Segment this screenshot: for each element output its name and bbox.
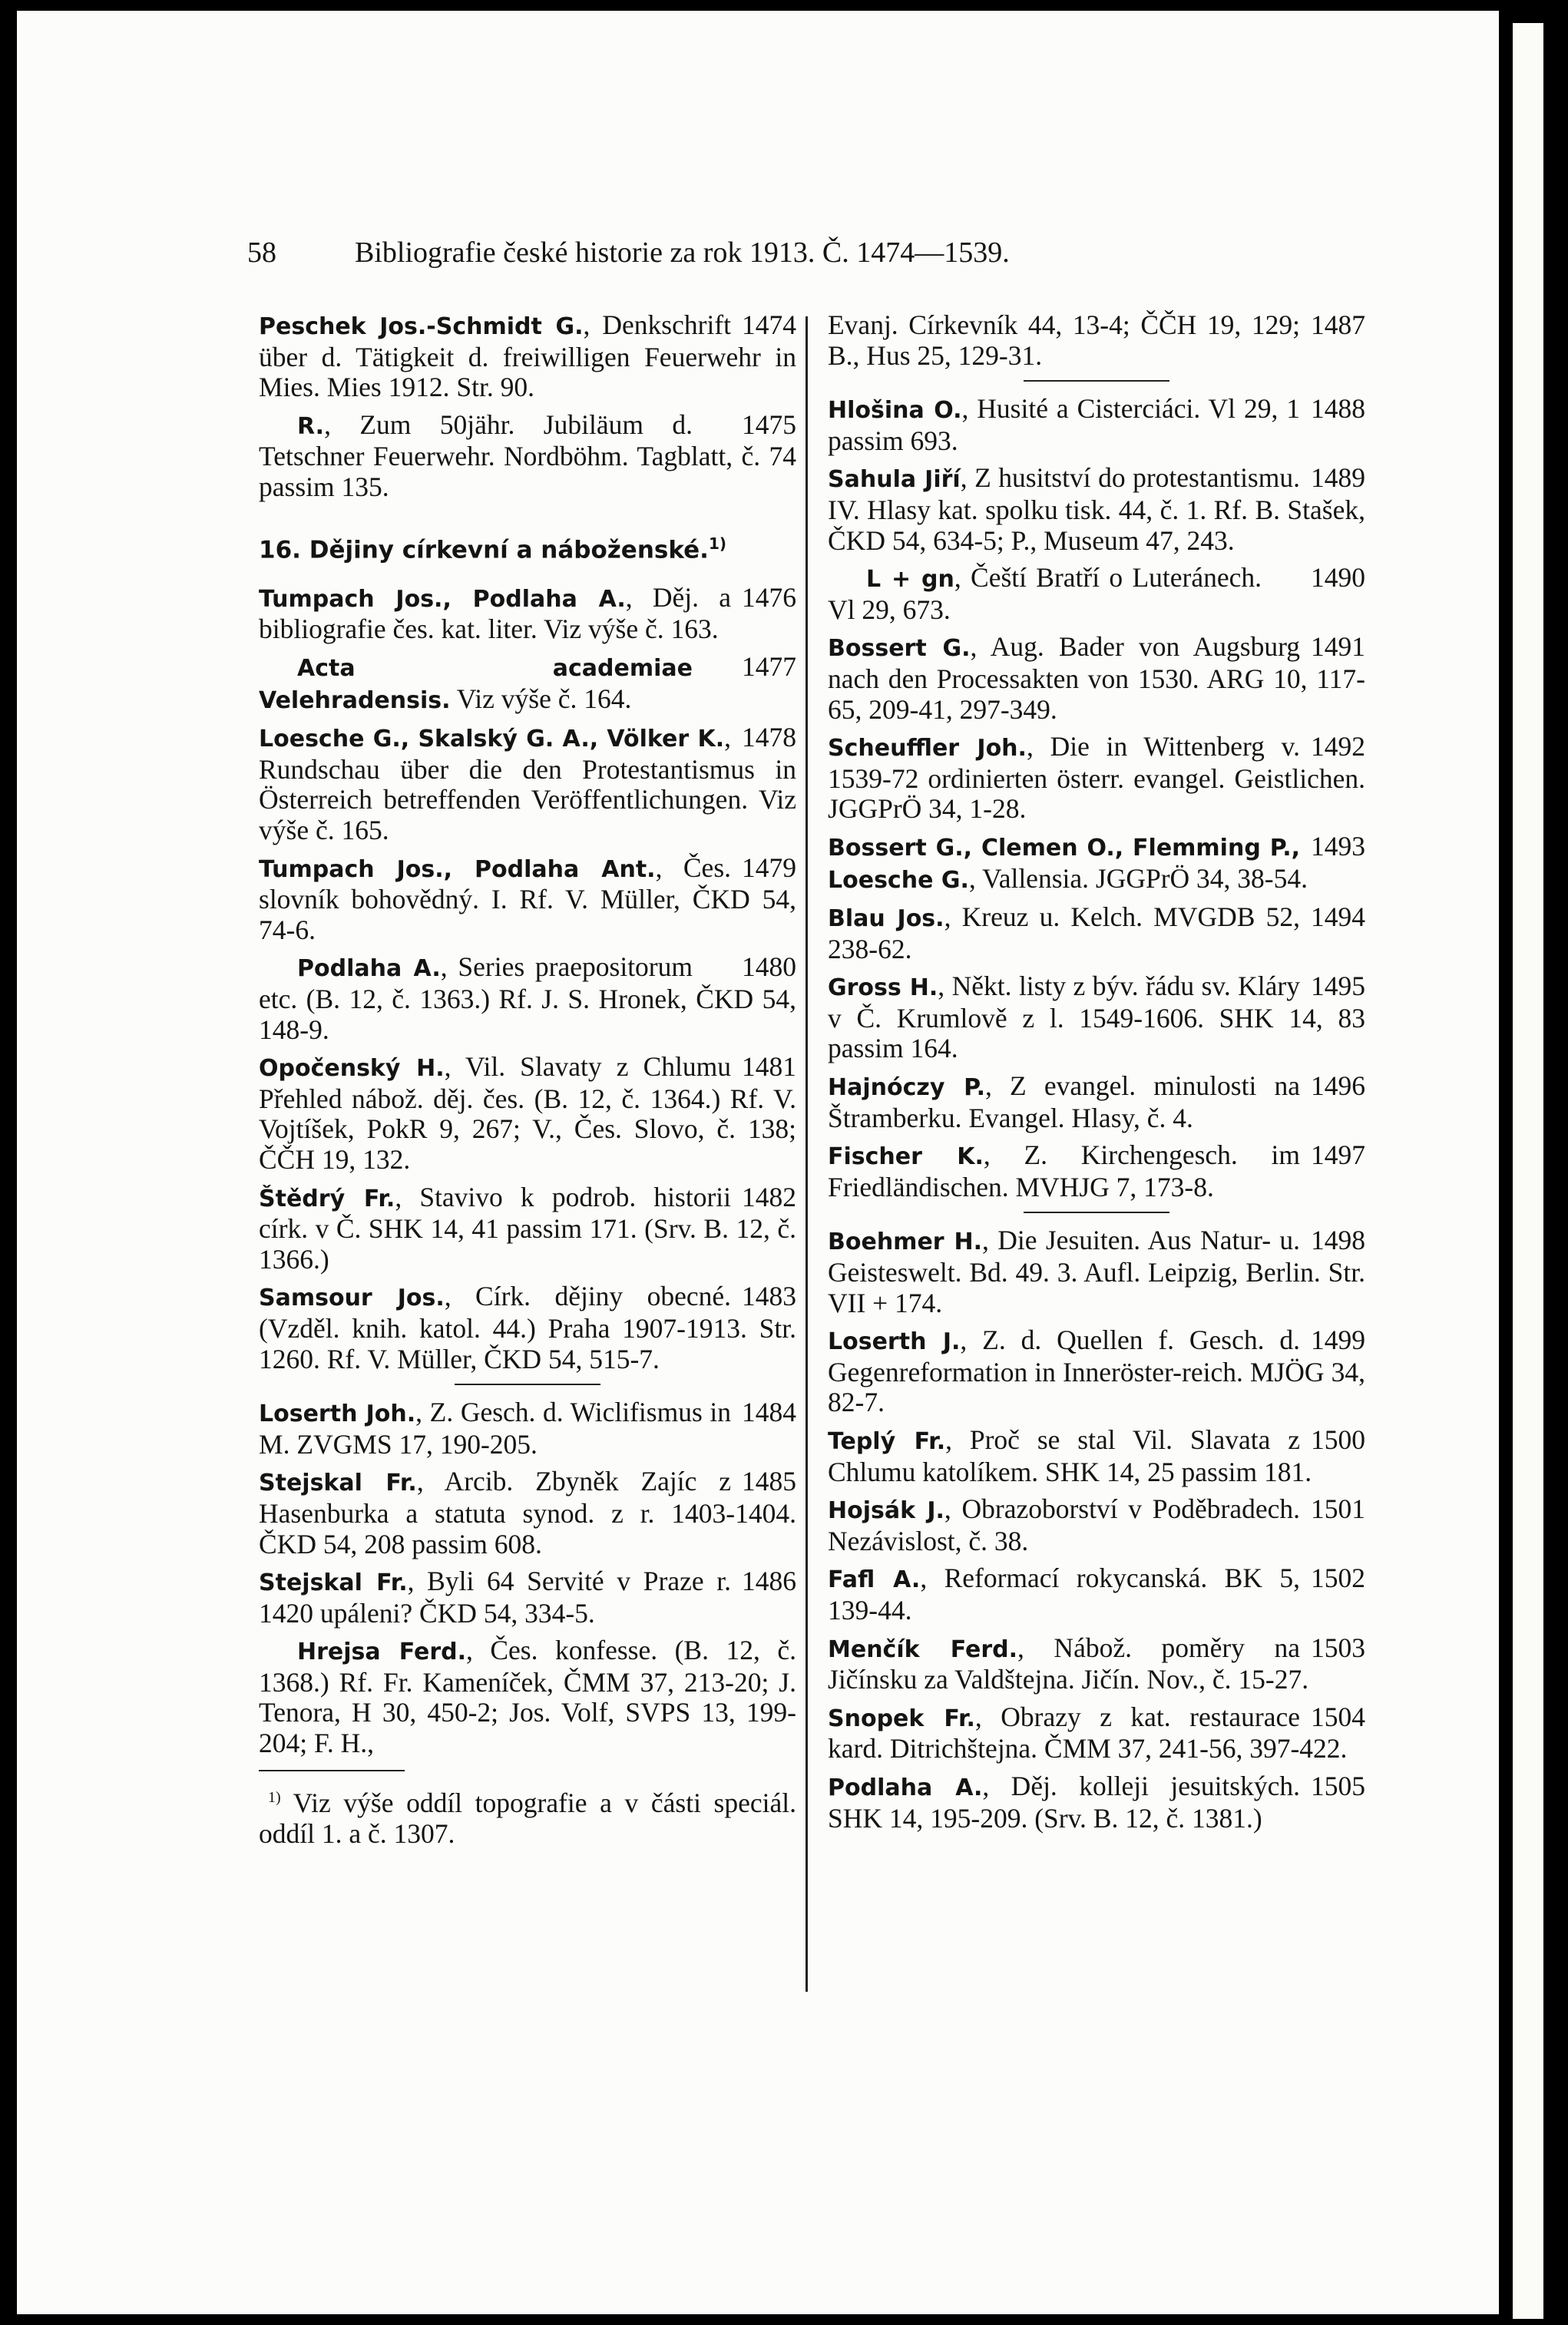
bib-entry bbox=[259, 583, 796, 645]
footnote bbox=[259, 1782, 796, 1849]
entry-number: 1500 bbox=[1311, 1424, 1365, 1455]
entry-text: , Stavivo k podrob. historii círk. v Č. SHK 14, 41 passim 171. (Srv. B. 12, č. 1366.) bbox=[259, 1181, 796, 1275]
entry-author: Loesche G., Skalský G. A., Völker K. bbox=[259, 726, 725, 753]
entry-author: Hrejsa Ferd. bbox=[297, 1639, 466, 1666]
scan-edge-strip bbox=[1513, 23, 1543, 2319]
entry-text: , Z husitství do protestantismu. IV. Hlasy kat. spolku tisk. 44, č. 1. Rf. B. Stašek, ČKD 54, 634-5; P., Museum 47, 243. bbox=[828, 462, 1365, 556]
bib-entry bbox=[259, 1182, 796, 1275]
right-column bbox=[828, 310, 1365, 1840]
entry-text: , Rundschau über die den Protestantismus in Österreich betreffenden Veröffentlichungen. Viz výše č. 165. bbox=[259, 722, 796, 846]
bib-entry bbox=[828, 1563, 1365, 1626]
entry-author: Loserth J. bbox=[828, 1328, 961, 1356]
entry-number: 1492 bbox=[1311, 731, 1365, 762]
bib-entry bbox=[828, 902, 1365, 964]
bib-entry bbox=[259, 952, 796, 1045]
entry-text: , Reformací rokycanská. BK 5, 139-44. bbox=[828, 1563, 1300, 1626]
entry-number: 1490 bbox=[1311, 562, 1365, 594]
entry-text: , Z. Kirchengesch. im Friedländischen. MVHJG 7, 173-8. bbox=[828, 1139, 1300, 1202]
entry-author: Acta academiae Velehradensis. bbox=[259, 655, 693, 714]
entry-text: , Aug. Bader von Augsburg nach den Processakten von 1530. ARG 10, 117-65, 209-41, 297-349. bbox=[828, 631, 1365, 725]
entry-number: 1485 bbox=[742, 1466, 796, 1497]
bib-entry bbox=[828, 1325, 1365, 1418]
entry-number: 1498 bbox=[1311, 1225, 1365, 1256]
entry-number: 1496 bbox=[1311, 1070, 1365, 1102]
entry-author: Fafl A. bbox=[828, 1566, 921, 1594]
bib-entry bbox=[828, 1225, 1365, 1318]
entry-number: 1494 bbox=[1311, 901, 1365, 933]
entry-author: Samsour Jos. bbox=[259, 1285, 445, 1312]
entry-number: 1480 bbox=[742, 951, 796, 983]
bib-entry bbox=[259, 410, 796, 503]
bib-entry bbox=[828, 563, 1365, 625]
left-column bbox=[259, 310, 796, 1849]
separator-rule bbox=[1024, 380, 1169, 382]
entry-text: , Byli 64 Servité v Praze r. 1420 upáleni? ČKD 54, 334-5. bbox=[259, 1566, 731, 1629]
entry-author: Snopek Fr. bbox=[828, 1705, 975, 1732]
entry-number: 1499 bbox=[1311, 1325, 1365, 1356]
entry-number: 1482 bbox=[742, 1181, 796, 1212]
entry-text: , Zum 50jähr. Jubiläum d. Tetschner Feuerwehr. Nordböhm. Tagblatt, č. 74 passim 135. bbox=[259, 408, 796, 502]
entry-text: , Proč se stal Vil. Slavata z Chlumu katolíkem. SHK 14, 25 passim 181. bbox=[828, 1424, 1312, 1487]
entry-number: 1497 bbox=[1311, 1139, 1365, 1171]
entry-number: 1504 bbox=[1311, 1701, 1365, 1732]
page-number: 58 bbox=[247, 236, 276, 269]
entry-author: Blau Jos. bbox=[828, 905, 944, 933]
bib-entry bbox=[828, 971, 1365, 1064]
bib-entry bbox=[828, 463, 1365, 556]
section-heading bbox=[259, 528, 796, 566]
entry-number: 1478 bbox=[742, 722, 796, 753]
entry-number: 1503 bbox=[1311, 1632, 1365, 1663]
entry-author: Hojsák J. bbox=[828, 1497, 944, 1525]
entry-author: L + gn bbox=[866, 566, 954, 594]
bib-entry bbox=[828, 1425, 1365, 1487]
entry-text: , Vil. Slavaty z Chlumu Přehled nábož. děj. čes. (B. 12, č. 1364.) Rf. V. Vojtíšek, PokR 9, 267; V., Čes. Slovo, č. 138; ČČH 19, 132. bbox=[259, 1051, 796, 1175]
column-divider bbox=[806, 316, 808, 1992]
entry-number: 1483 bbox=[742, 1281, 796, 1312]
footnote-text: Viz výše oddíl topografie a v části speciál. oddíl 1. a č. 1307. bbox=[259, 1787, 796, 1849]
entry-number: 1502 bbox=[1311, 1563, 1365, 1594]
bib-entry bbox=[259, 1397, 796, 1460]
bib-entry bbox=[828, 394, 1365, 456]
entry-number: 1488 bbox=[1311, 393, 1365, 425]
bib-entry bbox=[828, 1771, 1365, 1834]
entry-text: , Arcib. Zbyněk Zajíc z Hasenburka a statuta synod. z r. 1403-1404. ČKD 54, 208 passim 608. bbox=[259, 1466, 796, 1559]
entry-text: , Círk. dějiny obecné. (Vzděl. knih. katol. 44.) Praha 1907-1913. Str. 1260. Rf. V. Müller, ČKD 54, 515-7. bbox=[259, 1281, 796, 1374]
entry-number: 1491 bbox=[1311, 631, 1365, 663]
entry-number: 1489 bbox=[1311, 462, 1365, 494]
entry-text: , Čes. konfesse. (B. 12, č. 1368.) Rf. Fr. Kameníček, ČMM 37, 213-20; J. Tenora, H 30, 450-2; Jos. Volf, SVPS 13, 199-204; F. H., bbox=[259, 1635, 796, 1759]
entry-text: , Z evangel. minulosti na Štramberku. Evangel. Hlasy, č. 4. bbox=[828, 1070, 1300, 1133]
entry-number: 1495 bbox=[1311, 971, 1365, 1002]
entry-text: Viz výše č. 164. bbox=[450, 683, 632, 714]
entry-text: , Vallensia. JGGPrÖ 34, 38-54. bbox=[968, 862, 1308, 894]
entry-text: , Děj. kolleji jesuitských. SHK 14, 195-209. (Srv. B. 12, č. 1381.) bbox=[828, 1770, 1300, 1834]
bib-entry bbox=[828, 1494, 1365, 1556]
entry-author: R. bbox=[297, 412, 325, 440]
footnote-ref: 1) bbox=[708, 534, 727, 553]
entry-number: 1477 bbox=[742, 651, 796, 683]
entry-text: , Děj. a bibliografie čes. kat. liter. Viz výše č. 163. bbox=[259, 581, 731, 645]
page bbox=[17, 11, 1499, 2314]
entry-text: , Z. d. Quellen f. Gesch. d. Gegenreformation in Inneröster-reich. MJÖG 34, 82-7. bbox=[828, 1325, 1365, 1418]
entry-author: Hajnóczy P. bbox=[828, 1074, 985, 1102]
bib-entry bbox=[828, 1140, 1365, 1202]
bib-entry bbox=[828, 1633, 1365, 1695]
entry-text: , Series praepositorum etc. (B. 12, č. 1363.) Rf. J. S. Hronek, ČKD 54, 148-9. bbox=[259, 951, 796, 1045]
page-header bbox=[247, 233, 1322, 272]
bib-entry bbox=[259, 1052, 796, 1175]
entry-author: Podlaha A. bbox=[297, 955, 441, 983]
entry-author: Hlošina O. bbox=[828, 397, 962, 425]
entry-number: 1501 bbox=[1311, 1493, 1365, 1525]
entry-text: , Čes. slovník bohovědný. I. Rf. V. Müller, ČKD 54, 74-6. bbox=[259, 852, 796, 945]
entry-text: Evanj. Církevník 44, 13-4; ČČH 19, 129; B., Hus 25, 129-31. bbox=[828, 309, 1300, 371]
entry-author: Gross H. bbox=[828, 974, 938, 1002]
bib-entry bbox=[828, 732, 1365, 825]
bib-entry bbox=[259, 723, 796, 845]
entry-author: Bossert G., Clemen O., Flemming P., Loesche G. bbox=[828, 834, 1300, 894]
bib-entry bbox=[259, 1282, 796, 1374]
entry-text: , Die in Wittenberg v. 1539-72 ordinierten österr. evangel. Geistlichen. JGGPrÖ 34, 1-28. bbox=[828, 731, 1365, 825]
bib-entry bbox=[259, 1635, 796, 1758]
entry-author: Štědrý Fr. bbox=[259, 1185, 395, 1212]
entry-author: Tumpach Jos., Podlaha Ant. bbox=[259, 855, 656, 883]
entry-number: 1487 bbox=[1311, 309, 1365, 340]
footnote-mark: 1) bbox=[268, 1788, 281, 1806]
entry-author: Teplý Fr. bbox=[828, 1428, 946, 1455]
entry-number: 1505 bbox=[1311, 1770, 1365, 1801]
entry-author: Loserth Joh. bbox=[259, 1401, 416, 1428]
entry-number: 1474 bbox=[742, 309, 796, 340]
entry-author: Scheuffler Joh. bbox=[828, 735, 1027, 762]
entry-author: Bossert G. bbox=[828, 635, 971, 663]
bib-entry bbox=[259, 1566, 796, 1629]
bib-entry bbox=[828, 832, 1365, 895]
entry-number: 1484 bbox=[742, 1397, 796, 1428]
entry-author: Stejskal Fr. bbox=[259, 1569, 408, 1597]
entry-author: Fischer K. bbox=[828, 1143, 984, 1171]
entry-author: Sahula Jiří bbox=[828, 466, 961, 494]
entry-text: , Denkschrift über d. Tätigkeit d. freiwilligen Feuerwehr in Mies. Mies 1912. Str. 90. bbox=[259, 309, 796, 403]
footnote-rule bbox=[259, 1770, 405, 1771]
entry-number: 1475 bbox=[742, 408, 796, 440]
entry-number: 1493 bbox=[1311, 830, 1365, 862]
entry-number: 1476 bbox=[742, 581, 796, 613]
entry-number: 1479 bbox=[742, 852, 796, 883]
entry-author: Menčík Ferd. bbox=[828, 1635, 1017, 1663]
entry-number: 1486 bbox=[742, 1566, 796, 1597]
bib-entry bbox=[259, 310, 796, 403]
entry-author: Tumpach Jos., Podlaha A. bbox=[259, 585, 626, 613]
running-title: Bibliografie české historie za rok 1913. Č. 1474—1539. bbox=[355, 236, 1010, 269]
separator-rule bbox=[1024, 1212, 1169, 1213]
bib-entry bbox=[828, 310, 1365, 371]
bib-entry bbox=[828, 1071, 1365, 1133]
entry-text: , Husité a Cisterciáci. Vl 29, 1 passim 693. bbox=[828, 393, 1300, 456]
entry-text: , Kreuz u. Kelch. MVGDB 52, 238-62. bbox=[828, 901, 1300, 964]
bib-entry bbox=[828, 1702, 1365, 1764]
separator-rule bbox=[455, 1384, 600, 1385]
entry-text: , Die Jesuiten. Aus Natur- u. Geisteswelt. Bd. 49. 3. Aufl. Leipzig, Berlin. Str. VII + 174. bbox=[828, 1225, 1365, 1318]
bib-entry bbox=[828, 632, 1365, 725]
entry-number: 1481 bbox=[742, 1051, 796, 1083]
entry-author: Opočenský H. bbox=[259, 1055, 445, 1083]
section-heading-text: 16. Dějiny církevní a náboženské. bbox=[259, 535, 709, 564]
bib-entry bbox=[259, 853, 796, 946]
entry-text: , Obrazy z kat. restaurace kard. Ditrichštejna. ČMM 37, 241-56, 397-422. bbox=[828, 1701, 1348, 1764]
entry-text: , Obrazoborství v Poděbradech. Nezávislost, č. 38. bbox=[828, 1493, 1300, 1556]
bib-entry bbox=[259, 1467, 796, 1559]
entry-author: Peschek Jos.-Schmidt G. bbox=[259, 313, 584, 340]
entry-text: , Nábož. poměry na Jičínsku za Valdštejna. Jičín. Nov., č. 15-27. bbox=[828, 1632, 1309, 1695]
entry-author: Stejskal Fr. bbox=[259, 1470, 417, 1497]
bib-entry bbox=[259, 652, 796, 716]
entry-author: Boehmer H. bbox=[828, 1229, 983, 1256]
entry-text: , Někt. listy z býv. řádu sv. Kláry v Č. Krumlově z l. 1549-1606. SHK 14, 83 passim 164. bbox=[828, 971, 1365, 1064]
entry-text: , Čeští Bratří o Luteránech. Vl 29, 673. bbox=[828, 562, 1262, 625]
entry-text: , Z. Gesch. d. Wiclifismus in M. ZVGMS 17, 190-205. bbox=[259, 1397, 731, 1460]
entry-author: Podlaha A. bbox=[828, 1774, 983, 1801]
